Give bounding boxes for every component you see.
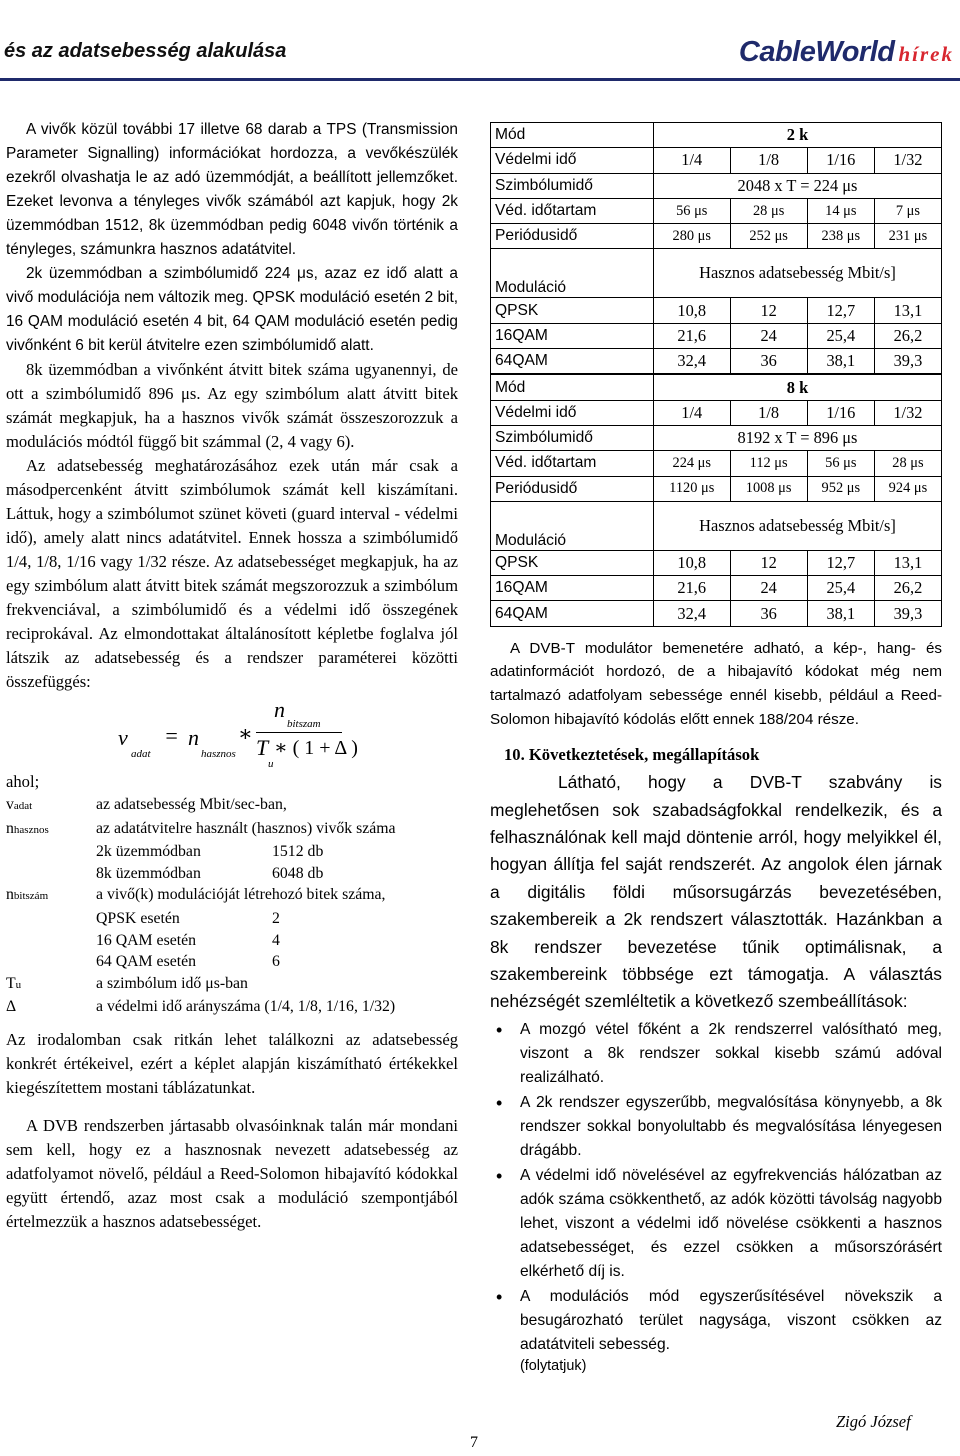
definition-symbol bbox=[6, 794, 96, 818]
table-row bbox=[491, 601, 942, 626]
symbol-main: T bbox=[6, 974, 16, 992]
definition-row bbox=[6, 973, 458, 997]
formula-den-rest: ∗ ( 1 + Δ ) bbox=[274, 737, 358, 759]
symbol-time-label: Szimbólumidő bbox=[491, 173, 654, 198]
symbol-sub: hasznos bbox=[13, 823, 49, 836]
definition-symbol bbox=[6, 841, 96, 863]
mode-value: 2 k bbox=[654, 123, 942, 148]
table-row bbox=[491, 576, 942, 601]
rate-value: 12 bbox=[730, 298, 807, 323]
rate-value: 38,1 bbox=[807, 349, 874, 375]
symbol-sub: u bbox=[15, 978, 22, 991]
section-heading: 10. Következtetések, megállapítások bbox=[504, 745, 760, 765]
guard-value: 1/16 bbox=[807, 400, 874, 425]
guard-label: Védelmi idő bbox=[491, 148, 654, 173]
rate-value: 36 bbox=[730, 601, 807, 626]
symbol-main: n bbox=[6, 886, 14, 904]
definition-symbol bbox=[6, 951, 96, 973]
rate-value: 13,1 bbox=[874, 298, 941, 323]
period-row bbox=[491, 476, 942, 501]
guard-duration-row bbox=[491, 451, 942, 476]
formula-v: v bbox=[118, 725, 128, 750]
guard-label: Védelmi idő bbox=[491, 400, 654, 425]
formula-n-sub: hasznos bbox=[201, 748, 236, 760]
mode-row bbox=[491, 374, 942, 400]
formula-v-sub: adat bbox=[131, 748, 151, 760]
left-paragraph-3: 8k üzemmódban a vivőnként átvitt bitek száma ugyanennyi, de ott a szimbólumidő 896 μs. Az egy szimbólum alatt átvitt bitek számát megkapjuk, ha a hasznos vivők számát összeszorozzuk a modulációs módtól függő bit számmal (2, 4 vagy 6). bbox=[6, 360, 458, 451]
rate-value: 12,7 bbox=[807, 550, 874, 575]
section-title: és az adatsebesség alakulása bbox=[4, 40, 287, 62]
rate-value: 25,4 bbox=[807, 323, 874, 348]
formula-n: n bbox=[188, 725, 199, 750]
definition-symbol bbox=[6, 884, 96, 908]
symbol-time-value: 8192 x T = 896 μs bbox=[654, 425, 942, 450]
rate-value: 10,8 bbox=[654, 298, 731, 323]
guard-value: 1/4 bbox=[654, 400, 731, 425]
guard-duration-label: Véd. időtartam bbox=[491, 198, 654, 223]
rate-formula bbox=[6, 697, 458, 770]
period-value: 1120 μs bbox=[654, 476, 731, 501]
definition-symbol bbox=[6, 996, 96, 1018]
symbol-main: Δ bbox=[6, 998, 17, 1016]
definition-row bbox=[6, 930, 458, 952]
definition-symbol bbox=[6, 863, 96, 885]
definition-row bbox=[6, 908, 458, 930]
definition-row bbox=[6, 951, 458, 973]
definition-text: az adatátvitelre használt (hasznos) vivők száma bbox=[96, 819, 396, 837]
guard-value: 1/4 bbox=[654, 148, 731, 173]
definition-value: 1512 db bbox=[272, 843, 324, 861]
modulation-name: QPSK bbox=[491, 550, 654, 575]
left-paragraph-2: 2k üzemmódban a szimbólumidő 224 μs, azaz ez idő alatt a vivő modulációja nem változik meg. QPSK moduláció esetén 2 bit, 16 QAM moduláció esetén 4 bit, 64 QAM moduláció esetén pedig vivőnként 6 bit kerül átvitelre ezen szimbólumidő alatt. bbox=[6, 265, 458, 354]
modulation-label: Moduláció bbox=[491, 249, 654, 298]
modulation-name: 64QAM bbox=[491, 349, 654, 375]
table-row bbox=[491, 550, 942, 575]
rate-header-row bbox=[491, 501, 942, 550]
rate-value: 32,4 bbox=[654, 349, 731, 375]
guard-value: 1/8 bbox=[730, 400, 807, 425]
guard-duration-row bbox=[491, 198, 942, 223]
list-item: • A 2k rendszer egyszerűbb, megvalósítása könynyebb, a 8k rendszer sokkal bonyolultabb és megvalósítása lényegesen drágább. bbox=[490, 1091, 942, 1163]
rate-value: 26,2 bbox=[874, 576, 941, 601]
guard-value: 1/16 bbox=[807, 148, 874, 173]
definition-text: a szimbólum idő μs-ban bbox=[96, 974, 248, 992]
modulation-label: Moduláció bbox=[491, 501, 654, 550]
symbol-sub: bitszám bbox=[13, 890, 49, 903]
period-value: 280 μs bbox=[654, 224, 731, 249]
mode-value: 8 k bbox=[654, 374, 942, 400]
definition-row bbox=[6, 818, 458, 842]
list-item: • A modulációs mód egyszerűsítésével növekszik a besugározható terület nagysága, viszont csökken az adatátviteli sebesség. bbox=[490, 1285, 942, 1357]
rate-value: 10,8 bbox=[654, 550, 731, 575]
rate-value: 32,4 bbox=[654, 601, 731, 626]
rate-value: 24 bbox=[730, 576, 807, 601]
definition-case: 16 QAM esetén bbox=[96, 931, 197, 949]
rate-header: Hasznos adatsebesség Mbit/s] bbox=[654, 249, 942, 298]
guard-duration-value: 28 μs bbox=[730, 198, 807, 223]
period-label: Periódusidő bbox=[491, 476, 654, 501]
definition-text: az adatsebesség Mbit/sec-ban, bbox=[96, 796, 287, 813]
formula-den-sub: u bbox=[268, 758, 274, 770]
mode-row bbox=[491, 123, 942, 148]
guard-duration-value: 112 μs bbox=[730, 451, 807, 476]
definitions-table bbox=[6, 794, 458, 1018]
table-row bbox=[491, 323, 942, 348]
definition-case: 64 QAM esetén bbox=[96, 953, 197, 971]
symbol-time-value: 2048 x T = 224 μs bbox=[654, 173, 942, 198]
logo-main: CableWorld bbox=[738, 36, 895, 68]
rate-value: 13,1 bbox=[874, 550, 941, 575]
cableworld-logo bbox=[739, 36, 954, 69]
rate-value: 12,7 bbox=[807, 298, 874, 323]
modulation-name: 16QAM bbox=[491, 323, 654, 348]
definition-symbol bbox=[6, 818, 96, 842]
period-value: 252 μs bbox=[730, 224, 807, 249]
formula-mul: ∗ bbox=[238, 721, 253, 746]
guard-duration-value: 7 μs bbox=[874, 198, 941, 223]
page-number: 7 bbox=[470, 1434, 478, 1451]
symbol-time-row bbox=[491, 173, 942, 198]
right-paragraph-1-wrap bbox=[490, 637, 942, 731]
rate-value: 39,3 bbox=[874, 349, 941, 375]
logo-sub: hírek bbox=[898, 42, 954, 66]
left-paragraph-1: A vivők közül további 17 illetve 68 darab a TPS (Transmission Parameter Signalling) információkat hordozza, a vevőkészülék ezekről olvashatja le az adó üzemmódját, a beállított jellemzőket. Ezeket levonva a tényleges vivők számából azt kapjuk, hogy 2k üzemmódban 1512, 8k üzemmódban pedig 6048 vivőn történik a tényleges, számunkra hasznos adatátvitel. bbox=[6, 121, 458, 258]
definition-case: 8k üzemmódban bbox=[96, 864, 201, 882]
symbol-time-row bbox=[491, 425, 942, 450]
definition-value: 4 bbox=[272, 931, 280, 949]
guard-value: 1/8 bbox=[730, 148, 807, 173]
right-paragraph-1: A DVB-T modulátor bemenetére adható, a kép-, hang- és adatinformációt hordozó, de a hibajavító kódokat még nem tartalmazó adatfolyam sebessége ennél kisebb, például a Reed-Solomon hibajavító kódolás előtt ennek 188/204 része. bbox=[490, 639, 942, 728]
modulation-name: 64QAM bbox=[491, 601, 654, 626]
left-paragraph-5: Az irodalomban csak ritkán lehet találkozni az adatsebesség konkrét értékeivel, ezért a képlet alapján kiszámítható értékekkel kiegészítettem mostani táblázatunkat. bbox=[6, 1029, 458, 1097]
ahol-label: ahol; bbox=[6, 772, 40, 791]
guard-value: 1/32 bbox=[874, 400, 941, 425]
formula-den-t: T bbox=[256, 735, 269, 760]
author-name: Zigó József bbox=[836, 1412, 911, 1431]
rate-value: 21,6 bbox=[654, 323, 731, 348]
guard-row bbox=[491, 400, 942, 425]
definition-text: a vivő(k) modulációját létrehozó bitek száma, bbox=[96, 886, 386, 904]
comparison-list bbox=[490, 1018, 942, 1357]
guard-duration-value: 28 μs bbox=[874, 451, 941, 476]
period-value: 238 μs bbox=[807, 224, 874, 249]
mode-label: Mód bbox=[491, 123, 654, 148]
definition-row bbox=[6, 841, 458, 863]
formula-num-sub: bitszam bbox=[287, 718, 321, 730]
symbol-main: v bbox=[6, 796, 14, 813]
period-row bbox=[491, 224, 942, 249]
guard-value: 1/32 bbox=[874, 148, 941, 173]
guard-duration-value: 14 μs bbox=[807, 198, 874, 223]
list-item: • A védelmi idő növelésével az egyfrekvenciás hálózatban az adók száma csökkenthető, az adók közötti távolság nagyobb lehet, viszont a védelmi idő növelése csökkenti a hasznos adatsebességet, és ezzel csökken a műsorszórásért elkérhető díj is. bbox=[490, 1164, 942, 1284]
symbol-sub: adat bbox=[13, 800, 33, 812]
rate-value: 24 bbox=[730, 323, 807, 348]
rate-value: 38,1 bbox=[807, 601, 874, 626]
definition-row bbox=[6, 863, 458, 885]
definition-symbol bbox=[6, 930, 96, 952]
guard-duration-value: 56 μs bbox=[807, 451, 874, 476]
rate-header-row bbox=[491, 249, 942, 298]
table-row bbox=[491, 298, 942, 323]
period-value: 231 μs bbox=[874, 224, 941, 249]
guard-duration-value: 224 μs bbox=[654, 451, 731, 476]
right-paragraph-2: Látható, hogy a DVB-T szabvány is meglehetősen sok szabadságfokkal rendelkezik, és a felhasználónak kell majd döntenie arról, hogy melyikkel él, hogyan állítja fel saját rendszerét. Az angolok élen járnak a digitális földi műsorsugárzás bevezetésében, szakembereik a 2k rendszert választották. Hazánkban a 8k rendszer bevezetése tűnik optimálisnak, a szakembereink többsége ezt támogatja. A választás nehézségét szemléltetik a következő szembeállítások: bbox=[490, 772, 942, 1012]
mode-label: Mód bbox=[491, 374, 654, 400]
conclusions-text bbox=[490, 769, 942, 1016]
definition-row bbox=[6, 996, 458, 1018]
period-label: Periódusidő bbox=[491, 224, 654, 249]
symbol-main: n bbox=[6, 819, 14, 837]
fraction-bar bbox=[256, 732, 342, 733]
formula-num: n bbox=[274, 697, 285, 722]
rate-value: 25,4 bbox=[807, 576, 874, 601]
guard-duration-label: Véd. időtartam bbox=[491, 451, 654, 476]
modulation-name: QPSK bbox=[491, 298, 654, 323]
left-paragraph-4: Az adatsebesség meghatározásához ezek után már csak a másodpercenként átvitt szimbólumok számát kell kiszámítani. Láttuk, hogy a szimbólumot szünet követi (guard interval - védelmi idő), amely alatt nincs adatátvitel. Ennek hossza a szimbólumidő 1/4, 1/8, 1/16 vagy 1/32 része. Az adatsebességet megkapjuk, ha az egy szimbólum alatt átvitt bitek számát megszorozzuk a szimbólum frekvenciával, a szimbólumidő és a védelmi idő összegének reciprokával. Az elmondottakat általánosított képletbe foglalva jól látszik az adatsebesség és a rendszer paraméterei közötti összefüggés: bbox=[6, 456, 458, 691]
dvbt-parameter-table bbox=[490, 122, 942, 627]
rate-value: 26,2 bbox=[874, 323, 941, 348]
definition-symbol bbox=[6, 908, 96, 930]
rate-value: 39,3 bbox=[874, 601, 941, 626]
symbol-time-label: Szimbólumidő bbox=[491, 425, 654, 450]
list-item: • A mozgó vétel főként a 2k rendszerrel valósítható meg, viszont a 8k rendszer sokkal kisebb számú adóval realizálható. bbox=[490, 1018, 942, 1090]
guard-duration-value: 56 μs bbox=[654, 198, 731, 223]
definition-value: 2 bbox=[272, 909, 280, 927]
definition-case: 2k üzemmódban bbox=[96, 843, 201, 861]
period-value: 924 μs bbox=[874, 476, 941, 501]
definition-row bbox=[6, 794, 458, 818]
definition-value: 6 bbox=[272, 953, 280, 971]
rate-value: 21,6 bbox=[654, 576, 731, 601]
rate-value: 36 bbox=[730, 349, 807, 375]
modulation-name: 16QAM bbox=[491, 576, 654, 601]
period-value: 1008 μs bbox=[730, 476, 807, 501]
definition-case: QPSK esetén bbox=[96, 909, 180, 927]
right-column bbox=[490, 122, 942, 1374]
rate-header: Hasznos adatsebesség Mbit/s] bbox=[654, 501, 942, 550]
header-rule bbox=[0, 78, 960, 81]
left-paragraph-6: A DVB rendszerben jártasabb olvasóinknak talán már mondani sem kell, hogy ez a hasznosnak nevezett adatsebesség az adatfolyamot növelő, például a Reed-Solomon hibajavító kódokkal együtt értendő, azaz most csak a moduláció szempontjából értelmezzük a hasznos adatsebességet. bbox=[6, 1115, 458, 1231]
definition-value: 6048 db bbox=[272, 864, 324, 882]
table-row bbox=[491, 349, 942, 375]
definition-symbol bbox=[6, 973, 96, 997]
guard-row bbox=[491, 148, 942, 173]
definition-row bbox=[6, 884, 458, 908]
continued-note: (folytatjuk) bbox=[520, 1357, 587, 1374]
formula-eq: = bbox=[164, 723, 179, 748]
definition-text: a védelmi idő arányszáma (1/4, 1/8, 1/16, 1/32) bbox=[96, 998, 396, 1016]
rate-value: 12 bbox=[730, 550, 807, 575]
period-value: 952 μs bbox=[807, 476, 874, 501]
left-column bbox=[6, 118, 458, 1234]
